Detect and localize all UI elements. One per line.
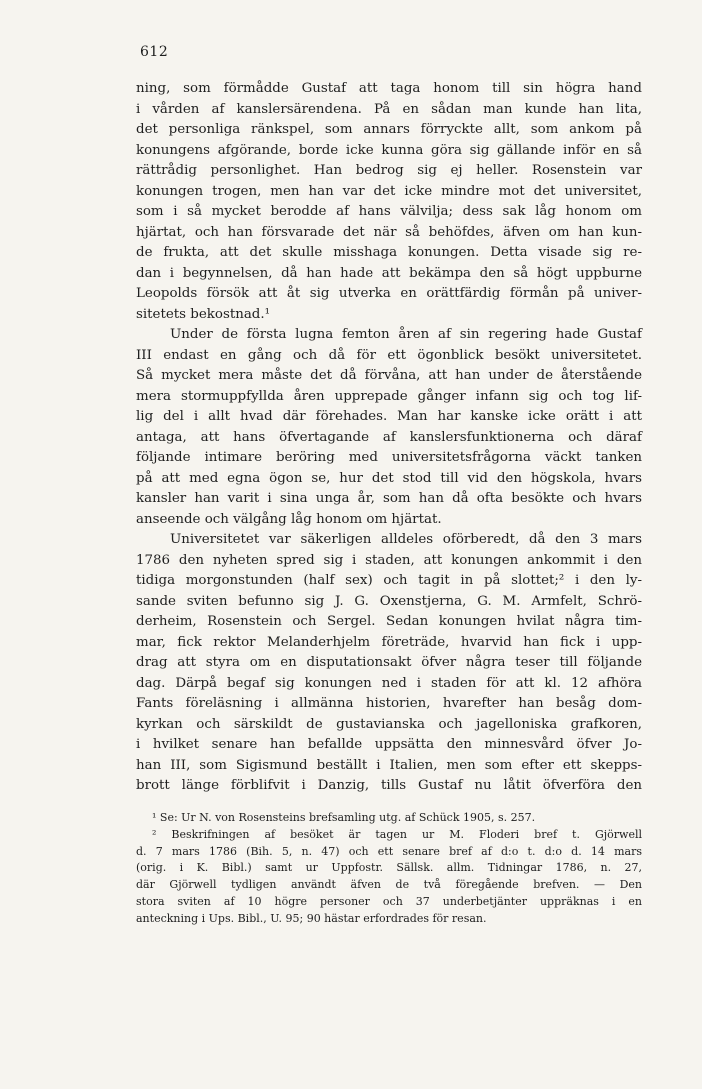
body-text <box>136 79 642 797</box>
footnote-line: anteckning i Ups. Bibl., U. 95; 90 hästar erfordrades för resan. <box>136 911 487 925</box>
page-number: 612 <box>140 44 169 60</box>
text-line: i vården af kanslersärendena. På en sådan man kunde han lita, <box>136 101 642 117</box>
text-line: mar, fick rektor Melanderhjelm företräde, hvarvid han fick i upp- <box>136 634 642 650</box>
paragraph-3 <box>136 530 642 797</box>
text-line: han III, som Sigismund beställt i Italien, men som efter ett skepps- <box>136 757 642 773</box>
text-line: följande intimare beröring med universitetsfrågorna väckt tanken <box>136 450 642 465</box>
text-line: i hvilket senare han befallde uppsätta den minnesvård öfver Jo- <box>136 737 642 752</box>
text-line: brott länge förblifvit i Danzig, tills Gustaf nu låtit öfverföra den <box>136 778 642 793</box>
text-line: anseende och välgång låg honom om hjärtat. <box>136 511 442 527</box>
text-line: ning, som förmådde Gustaf att taga honom till sin högra hand <box>136 81 642 96</box>
text-line: rättrådig personlighet. Han bedrog sig ej heller. Rosenstein var <box>136 163 642 178</box>
text-line: dag. Därpå begaf sig konungen ned i staden för att kl. 12 afhöra <box>136 675 642 691</box>
text-line: mera stormuppfyllda åren upprepade gånger infann sig och tog lif- <box>136 388 642 404</box>
footnote-line: (orig. i K. Bibl.) samt ur Uppfostr. Sällsk. allm. Tidningar 1786, n. 27, <box>136 861 642 875</box>
text-line: derheim, Rosenstein och Sergel. Sedan konungen hvilat några tim- <box>136 614 642 629</box>
footnote-line: där Gjörwell tydligen användt äfven de två föregående brefven. — Den <box>136 878 642 892</box>
text-line: tidiga morgonstunden (half sex) och tagit in på slottet;² i den ly- <box>136 573 642 588</box>
footnote-2 <box>136 827 642 928</box>
text-line: Leopolds försök att åt sig utverka en orättfärdig förmån på univer- <box>136 286 642 301</box>
footnote-line: d. 7 mars 1786 (Bih. 5, n. 47) och ett senare bref af d:o t. d:o d. 14 mars <box>136 844 642 858</box>
text-line: hjärtat, och han försvarade det när så behöfdes, äfven om han kun- <box>136 224 642 240</box>
text-line: Universitetet var säkerligen alldeles oförberedt, då den 3 mars <box>170 532 642 547</box>
text-line: på att med egna ögon se, hur det stod till vid den högskola, hvars <box>136 470 642 486</box>
footnote-line: stora sviten af 10 högre personer och 37 underbetjänter uppräknas i en <box>136 894 642 908</box>
text-line: sitetets bekostnad.¹ <box>136 306 271 322</box>
footnote-line: ¹ Se: Ur N. von Rosensteins brefsamling utg. af Schück 1905, s. 257. <box>152 811 536 824</box>
text-line: sande sviten befunno sig J. G. Oxenstjerna, G. M. Armfelt, Schrö- <box>136 593 642 609</box>
text-line: det personliga ränkspel, som annars förryckte allt, som ankom på <box>136 122 642 137</box>
text-line: Under de första lugna femton åren af sin regering hade Gustaf <box>170 327 642 342</box>
text-line: drag att styra om en disputationsakt öfver några teser till följande <box>136 655 642 670</box>
text-line: Så mycket mera måste det då förvåna, att han under de återstående <box>136 368 642 383</box>
text-line: kyrkan och särskildt de gustavianska och jagelloniska grafkoren, <box>136 716 642 732</box>
paragraph-2 <box>136 325 642 530</box>
text-line: de frukta, att det skulle misshaga konungen. Detta visade sig re- <box>136 245 642 260</box>
text-line: konungen trogen, men han var det icke mindre mot det universitet, <box>136 183 642 199</box>
footnote-line: ² Beskrifningen af besöket är tagen ur M. Floderi bref t. Gjörwell <box>152 827 642 841</box>
text-line: kansler han varit i sina unga år, som han då ofta besökte och hvars <box>136 491 642 506</box>
footnotes <box>136 810 642 928</box>
text-line: dan i begynnelsen, då han hade att bekämpa den så högt uppburne <box>136 265 642 281</box>
paragraph-1 <box>136 79 642 325</box>
text-line: antaga, att hans öfvertagande af kanslersfunktionerna och däraf <box>136 429 642 445</box>
text-line: som i så mycket berodde af hans välvilja; dess sak låg honom om <box>136 204 642 219</box>
text-line: 1786 den nyheten spred sig i staden, att konungen ankommit i den <box>136 552 642 568</box>
text-line: III endast en gång och då för ett ögonblick besökt universitetet. <box>136 347 642 363</box>
text-line: konungens afgörande, borde icke kunna göra sig gällande inför en så <box>136 142 642 158</box>
footnote-1 <box>136 810 642 827</box>
text-line: lig del i allt hvad där förehades. Man har kanske icke orätt i att <box>136 409 642 424</box>
text-line: Fants föreläsning i allmänna historien, hvarefter han besåg dom- <box>136 696 642 711</box>
